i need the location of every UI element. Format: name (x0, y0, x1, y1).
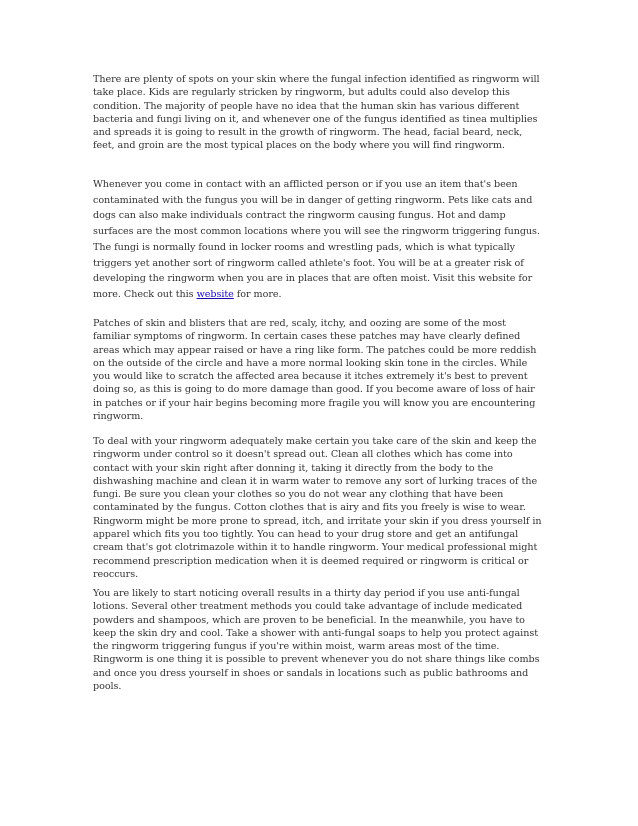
paragraph-2-text-end: for more. (233, 288, 282, 300)
paragraph-2 (93, 177, 545, 303)
paragraph-2-text: Whenever you come in contact with an afflicted person or if you use an item that's been contaminated with the fungus you will be in danger of getting ringworm. Pets like cats and dogs can also make individuals contract the ringworm causing fungus. Hot and damp surfaces are the most common locations where you will see the ringworm triggering fungus. The fungi is normally found in locker rooms and wrestling pads, which is what typically triggers yet another sort of ringworm called athlete's foot. You will be at a greater risk of developing the ringworm when you are in places that are often moist. Visit this website for more. Check out this (93, 179, 540, 300)
website-link[interactable]: website (196, 288, 234, 300)
paragraph-4: To deal with your ringworm adequately make certain you take care of the skin and keep the ringworm under control so it doesn't spread out. Clean all clothes which has come into contact with your skin right after donning it, taking it directly from the body to the dishwashing machine and clean it in warm water to remove any sort of lurking traces of the fungi. Be sure you clean your clothes so you do not wear any clothing that have been contaminated by the fungus. Cotton clothes that is airy and fits you freely is wise to wear. Ringworm might be more prone to spread, itch, and irritate your skin if you dress yourself in apparel which fits you too tightly. You can head to your drug store and get an antifungal cream that's got clotrimazole within it to handle ringworm. Your medical professional might recommend prescription medication when it is deemed required or ringworm is critical or reoccurs. (93, 436, 542, 580)
paragraph-1: There are plenty of spots on your skin where the fungal infection identified as ringworm will take place. Kids are regularly stricken by ringworm, but adults could also develop this condition. The majority of people have no idea that the human skin has various different bacteria and fungi living on it, and whenever one of the fungus identified as tinea multiplies and spreads it is going to result in the growth of ringworm. The head, facial beard, neck, feet, and groin are the most typical places on the body where you will find ringworm. (93, 74, 540, 152)
paragraph-3: Patches of skin and blisters that are red, scaly, itchy, and oozing are some of the most familiar symptoms of ringworm. In certain cases these patches may have clearly defined areas which may appear raised or have a ring like form. The patches could be more reddish on the outside of the circle and have a more normal looking skin tone in the circles. While you would like to scratch the affected area because it itches extremely it's best to prevent doing so, as this is going to do more damage than good. If you become aware of loss of hair in patches or if your hair begins becoming more fragile you will know you are encountering ringworm. (93, 318, 537, 423)
paragraph-5: You are likely to start noticing overall results in a thirty day period if you use anti-fungal lotions. Several other treatment methods you could take advantage of include medicated powders and shampoos, which are proven to be beneficial. In the meanwhile, you have to keep the skin dry and cool. Take a shower with anti-fungal soaps to help you protect against the ringworm triggering fungus if you're within moist, warm areas most of the time. Ringworm is one thing it is possible to prevent whenever you do not share things like combs and once you dress yourself in shoes or sandals in locations such as public bathrooms and pools. (93, 588, 540, 693)
